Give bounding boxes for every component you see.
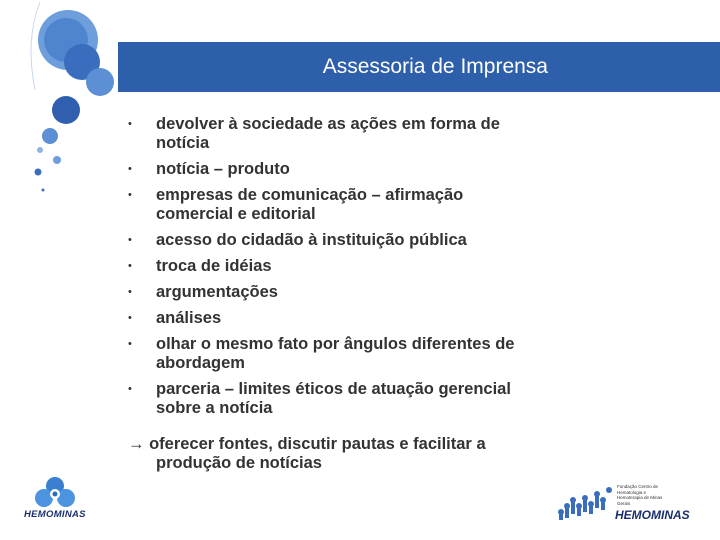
- bullet-text-cont: notícia: [156, 134, 210, 152]
- bullet-item: [128, 231, 568, 250]
- title-container: [118, 42, 548, 92]
- deco-dot-1: [53, 156, 61, 164]
- bullet-icon: •: [128, 234, 132, 246]
- bullet-item: [128, 186, 568, 224]
- slide-title: Assessoria de Imprensa: [322, 55, 548, 78]
- deco-dot-4: [37, 147, 43, 153]
- logo-right-subtitle: Fundação Centro de Hematologia e Hemoterapia de Minas Gerais: [617, 484, 663, 506]
- deco-circle-medium-2: [86, 68, 114, 96]
- bullet-text-cont: comercial e editorial: [156, 205, 316, 223]
- arrow-point-text: → oferecer fontes, discutir pautas e facilitar a: [128, 435, 486, 453]
- deco-circle-tiny: [42, 128, 58, 144]
- bullet-text: acesso do cidadão à instituição pública: [156, 231, 467, 249]
- bullet-icon: •: [128, 338, 132, 350]
- bullet-icon: •: [128, 260, 132, 272]
- bullet-text: troca de idéias: [156, 257, 272, 275]
- bullet-text: análises: [156, 309, 222, 327]
- bullet-text: empresas de comunicação – afirmação: [156, 186, 464, 204]
- bullet-text-cont: sobre a notícia: [156, 399, 273, 417]
- bullet-text-cont: abordagem: [156, 354, 245, 372]
- bullet-item: [128, 283, 568, 302]
- bullet-text: devolver à sociedade as ações em forma de: [156, 115, 500, 133]
- bullet-item: [128, 115, 568, 153]
- bullet-text: notícia – produto: [156, 160, 290, 178]
- bullet-text: argumentações: [156, 283, 278, 301]
- bullet-item: [128, 257, 568, 276]
- logo-right-text: HEMOMINAS: [615, 508, 690, 522]
- bullet-item: [128, 309, 568, 328]
- bullet-text: olhar o mesmo fato por ângulos diferentes de: [156, 335, 515, 353]
- bullet-item: [128, 160, 568, 179]
- deco-circle-small: [52, 96, 80, 124]
- bullet-icon: •: [128, 286, 132, 298]
- decorative-circles: [0, 0, 140, 200]
- deco-dot-3: [42, 189, 45, 192]
- bullet-item: [128, 380, 568, 418]
- arrow-point: [128, 435, 568, 473]
- bullet-text: parceria – limites éticos de atuação gerencial: [156, 380, 511, 398]
- bullet-icon: •: [128, 118, 132, 130]
- bullet-icon: •: [128, 383, 132, 395]
- logo-left-text: HEMOMINAS: [24, 509, 86, 520]
- bullet-list: [128, 115, 568, 425]
- bullet-icon: •: [128, 312, 132, 324]
- bullet-icon: •: [128, 163, 132, 175]
- bullet-item: [128, 335, 568, 373]
- arrow-point-text-cont: produção de notícias: [156, 454, 322, 472]
- deco-dot-2: [35, 169, 42, 176]
- bullet-icon: •: [128, 189, 132, 201]
